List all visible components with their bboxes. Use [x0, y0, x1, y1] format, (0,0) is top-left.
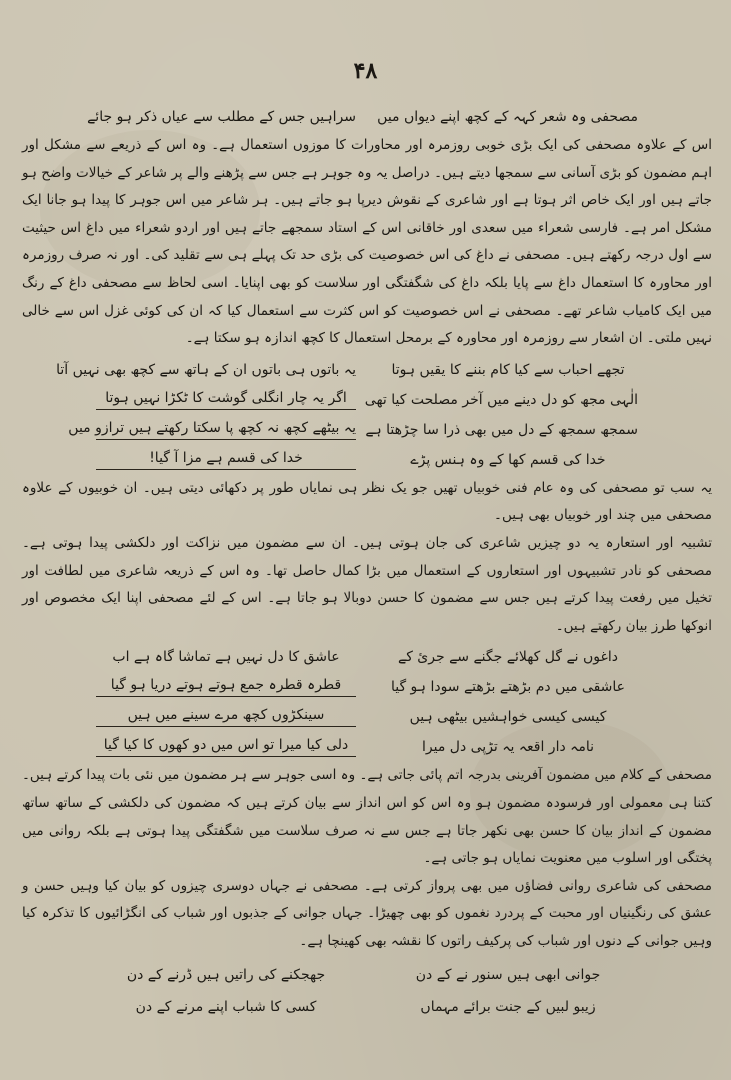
verse-first-line: نامہ دار اقعہ یہ تڑپی دل میرا — [421, 739, 595, 756]
verse-couplet — [22, 355, 712, 385]
verse-second-line: عاشق کا دل نہیں ہے تماشا گاہ ہے اب — [112, 649, 340, 666]
verse-group-3 — [22, 959, 712, 1023]
verse-couplet — [22, 445, 712, 475]
verse-couplet — [22, 385, 712, 415]
verse-first-line: زیبو لبیں کے جنت برائے مہماں — [420, 999, 596, 1016]
verse-first-line: تجھے احباب سے کیا کام بننے کا یقیں ہوتا — [391, 361, 625, 378]
verse-second-line: سینکڑوں کچھ مرے سینے میں ہیں — [96, 702, 356, 727]
verse-first-line: سمجھ سمجھ کے دل میں بھی ذرا سا چڑھتا ہے — [365, 421, 638, 438]
intro-verse — [22, 102, 712, 132]
verse-first-line: جوانی ابھی ہیں سنور نے کے دن — [415, 967, 601, 984]
verse-second-line: قطرہ قطرہ جمع ہوتے ہوتے دریا ہو گیا — [96, 672, 356, 697]
verse-couplet — [22, 642, 712, 672]
verse-couplet — [22, 702, 712, 732]
paragraph-romance: مصحفی کی شاعری روانی فضاؤں میں بھی پرواز کرتی ہے۔ مصحفی نے جہاں دوسری چیزوں کو بیان کیا وہیں حسن و عشق کی رنگینیاں اور محبت کے پردرد نغموں کو بھی چھیڑا۔ جہاں جوانی کے جذبوں اور شباب کی انگڑائیوں کا تذکرہ کیا وہیں جوانی کے دنوں اور شباب کی پرکیف راتوں کا نقشہ بھی کھینچا ہے۔ — [22, 877, 712, 949]
verse-first-line: مصحفی وہ شعر کہہ کے کچھ اپنے دیواں میں — [377, 109, 638, 125]
verse-second-line: کسی کا شباب اپنے مرنے کے دن — [135, 999, 317, 1016]
paragraph-metaphor: تشبیہ اور استعارہ یہ دو چیزیں شاعری کی جان ہوتی ہیں۔ ان سے مضمون میں نزاکت اور دلکشی پیدا ہوتی ہے۔ مصحفی کو نادر تشبیہوں اور استعاروں کے استعمال میں بڑا کمال حاصل تھا۔ وہ اس کے ذریعہ شاعری میں لطافت اور تخیل میں رفعت پیدا کرتے ہیں جس سے مضمون کا حسن دوبالا ہو جاتا ہے۔ اس کے لئے مصحفی اپنا ایک مخصوص اور انوکھا طرز بیان رکھتے ہیں۔ — [22, 534, 712, 634]
verse-first-line: عاشقی میں دم بڑھتے بڑھتے سودا ہو گیا — [390, 679, 626, 696]
verse-couplet — [22, 732, 712, 762]
verse-group-1 — [22, 355, 712, 475]
verse-couplet — [22, 959, 712, 991]
verse-second-line: اگر یہ چار انگلی گوشت کا ٹکڑا نہیں ہوتا — [96, 385, 356, 410]
verse-couplet — [22, 672, 712, 702]
paragraph-idiom-usage: اس کے علاوہ مصحفی کی ایک بڑی خوبی روزمرہ اور محاورات کا موزوں استعمال ہے۔ وہ اس کے ذریعے سے مشکل اور اہم مضمون کو بڑی آسانی سے سمجھا دیتے ہیں۔ دراصل یہ وہ جوہر ہے جس سے پڑھنے والے پر شاعر کے خیالات واضح ہو جاتے ہیں اور ایک خاص اثر ہوتا ہے اور شاعری کے نقوش دیرپا ہو جاتے ہیں۔ ہر شاعر میں اس جوہر کا پیدا ہو جانا ایک مشکل امر ہے۔ فارسی شعراء میں سعدی اور خاقانی اس کے استاد سمجھے جاتے ہیں اور اردو شعراء میں داغ اس حیثیت سے اول درجہ رکھتے ہیں۔ مصحفی نے داغ کی اس خصوصیت کی بڑی حد تک پہلے ہی سے تقلید کی۔ اور نہ صرف روزمرہ اور محاورہ کا استعمال داغ سے پایا بلکہ داغ کی شگفتگی اور سلاست کو بھی اپنایا۔ اسی لحاظ سے مصحفی داغ کے رنگ میں ایک کامیاب شاعر تھے۔ مصحفی نے اس خصوصیت کو اس کثرت سے استعمال کیا کہ ان کی کوئی غزل اس سے خالی نہیں ملتی۔ ان اشعار سے روزمرہ اور محاورہ کے برمحل استعمال کا کچھ اندازہ ہو سکتا ہے۔ — [22, 137, 712, 347]
verse-second-line: یہ بیٹھے کچھ نہ کچھ پا سکتا رکھتے ہیں ترازو میں — [96, 415, 356, 440]
verse-couplet — [22, 415, 712, 445]
verse-second-line: جھجکنے کی راتیں ہیں ڈرنے کے دن — [126, 967, 326, 984]
page-number: ۴۸ — [353, 58, 378, 84]
verse-first-line: خدا کی قسم کھا کے وہ ہنس پڑے — [410, 451, 606, 468]
verse-second-line: دلی کیا میرا تو اس میں دو کھوں کا کیا گیا — [96, 732, 356, 757]
verse-second-line: سراہیں جس کے مطلب سے عیاں ذکر ہو جائے — [87, 109, 356, 125]
paragraph-theme-creation: مصحفی کے کلام میں مضمون آفرینی بدرجہ اتم پائی جاتی ہے۔ وہ اسی جوہر سے ہر مضمون میں نئی بات پیدا کرتے ہیں۔ کتنا ہی معمولی اور فرسودہ مضمون ہو وہ اس کو اس انداز سے بیان کرتے ہیں کہ مضمون کی دلکشی کے ساتھ ساتھ مضمون کے انداز بیان کا حسن بھی نکھر جاتا ہے جس سے نہ صرف سلاست میں شگفتگی پیدا ہوتی ہے بلکہ روانی میں پختگی اور اسلوب میں معنویت نمایاں ہو جاتی ہے۔ — [22, 767, 712, 867]
verse-first-line: کیسی کیسی خواہشیں بیٹھی ہیں — [409, 709, 607, 726]
verse-first-line: داغوں نے گل کھلائے جگنے سے جرئ کے — [397, 649, 618, 666]
verse-first-line: الٰہی مجھ کو دل دینے میں آخر مصلحت کیا تھی — [364, 391, 638, 408]
verse-second-line: خدا کی قسم ہے مزا آ گیا! — [96, 445, 356, 470]
verse-group-2 — [22, 642, 712, 762]
verse-couplet — [22, 991, 712, 1023]
paragraph-summary: یہ سب تو مصحفی کی وہ عام فنی خوبیاں تھیں جو یک نظر ہی نمایاں طور پر دکھائی دیتی ہیں۔ ان خوبیوں کے علاوہ مصحفی میں چند اور خوبیاں بھی ہیں۔ — [22, 479, 712, 524]
verse-second-line: یہ باتوں ہی باتوں ان کے ہاتھ سے کچھ بھی نہیں آتا — [56, 361, 356, 378]
page-body — [22, 102, 712, 1023]
